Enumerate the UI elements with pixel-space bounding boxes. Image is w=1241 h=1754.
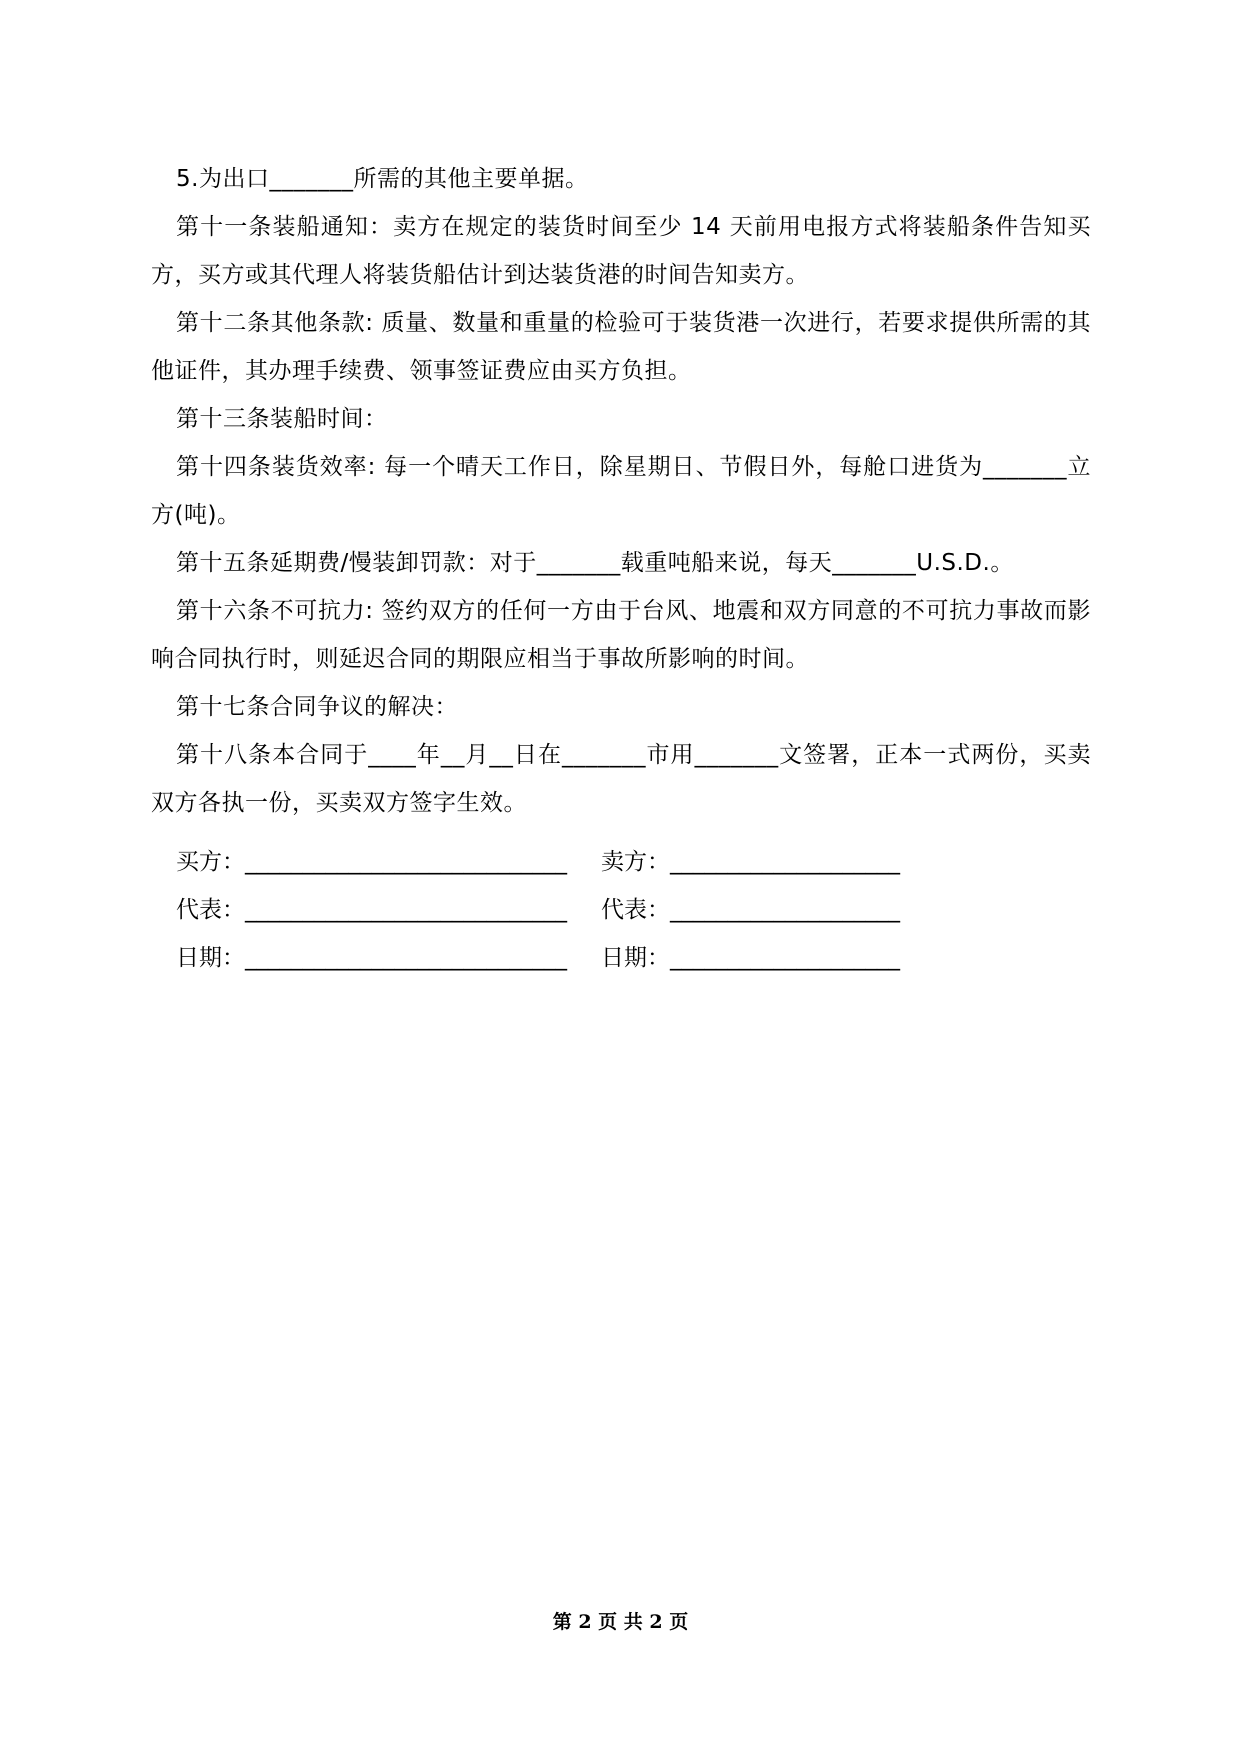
signature-row-date <box>176 934 936 982</box>
clause-14-loading-efficiency: 第十四条装货效率: 每一个晴天工作日，除星期日、节假日外，每舱口进货为_______立方(吨)。 <box>151 454 1091 528</box>
signature-block <box>176 838 936 982</box>
clause-required-documents: 5.为出口_______所需的其他主要单据。 <box>176 166 589 192</box>
clause-18-signing: 第十八条本合同于____年__月__日在_______市用_______文签署，正本一式两份，买卖双方各执一份，买卖双方签字生效。 <box>151 742 1091 816</box>
buyer-representative-field: 代表：____________________________ <box>176 897 567 923</box>
buyer-signature-field: 买方：____________________________ <box>176 849 567 875</box>
clause-12-other-terms: 第十二条其他条款: 质量、数量和重量的检验可于装货港一次进行，若要求提供所需的其他证件，其办理手续费、领事签证费应由买方负担。 <box>151 310 1091 384</box>
clause-15-demurrage: 第十五条延期费/慢装卸罚款：对于_______载重吨船来说，每天_______U.S.D.。 <box>176 550 1014 576</box>
clause-13-shipment-time: 第十三条装船时间： <box>176 406 388 432</box>
clause-16-force-majeure: 第十六条不可抗力: 签约双方的任何一方由于台风、地震和双方同意的不可抗力事故而影响合同执行时，则延迟合同的期限应相当于事故所影响的时间。 <box>151 598 1091 672</box>
buyer-date-field: 日期：____________________________ <box>176 945 567 971</box>
page-number-footer: 第 2 页 共 2 页 <box>552 1611 689 1633</box>
contract-body <box>151 155 1091 827</box>
seller-date-field: 日期：____________________ <box>601 945 900 971</box>
signature-row-representative <box>176 886 936 934</box>
clause-17-dispute-resolution: 第十七条合同争议的解决： <box>176 694 458 720</box>
signature-row-party <box>176 838 936 886</box>
seller-signature-field: 卖方：____________________ <box>601 849 900 875</box>
clause-11-shipment-notice: 第十一条装船通知：卖方在规定的装货时间至少 14 天前用电报方式将装船条件告知买方，买方或其代理人将装货船估计到达装货港的时间告知卖方。 <box>151 214 1091 288</box>
seller-representative-field: 代表：____________________ <box>601 897 900 923</box>
